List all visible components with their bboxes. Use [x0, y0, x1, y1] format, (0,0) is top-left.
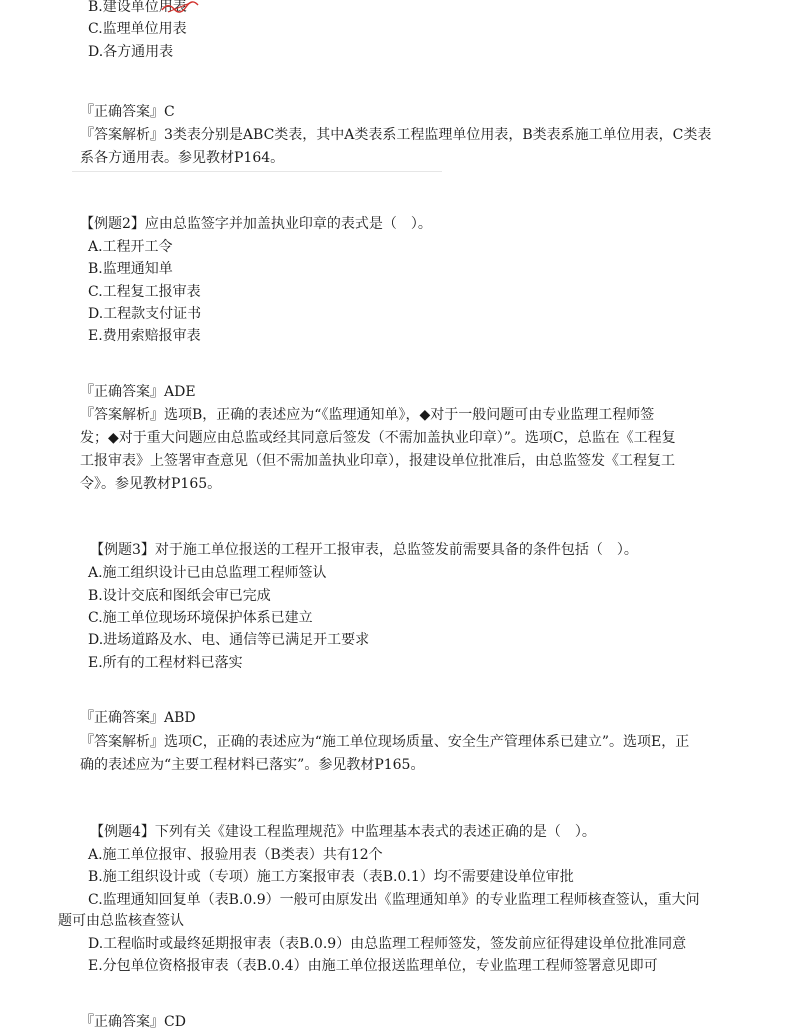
q1-analysis-line-2: 系各方通用表。参见教材P164。 — [80, 150, 285, 166]
q2-stem: 【例题2】应由总监签字并加盖执业印章的表式是（ ）。 — [80, 216, 432, 232]
red-handwritten-mark — [160, 0, 200, 14]
q4-option-a: A.施工单位报审、报验用表（B类表）共有12个 — [88, 847, 383, 863]
q4-answer: 『正确答案』CD — [80, 1014, 186, 1030]
q1-option-b: B.建设单位用表 — [88, 0, 187, 15]
q4-option-b: B.施工组织设计或（专项）施工方案报审表（表B.0.1）均不需要建设单位审批 — [88, 869, 574, 885]
q3-option-d: D.进场道路及水、电、通信等已满足开工要求 — [88, 632, 370, 648]
q2-option-c: C.工程复工报审表 — [88, 284, 201, 300]
q4-option-c-line-2: 题可由总监核查签认 — [58, 913, 184, 929]
q3-option-a: A.施工组织设计已由总监理工程师签认 — [88, 565, 327, 581]
q1-answer: 『正确答案』C — [80, 104, 175, 120]
q1-option-c: C.监理单位用表 — [88, 21, 187, 37]
q3-answer: 『正确答案』ABD — [80, 710, 196, 726]
q3-stem: 【例题3】对于施工单位报送的工程开工报审表，总监签发前需要具备的条件包括（ ）。 — [90, 542, 638, 558]
q3-option-e: E.所有的工程材料已落实 — [88, 655, 243, 671]
q4-option-e: E.分包单位资格报审表（表B.0.4）由施工单位报送监理单位，专业监理工程师签署意见即可 — [88, 958, 658, 974]
q2-answer: 『正确答案』ADE — [80, 384, 196, 400]
q4-stem: 【例题4】下列有关《建设工程监理规范》中监理基本表式的表述正确的是（ ）。 — [90, 824, 596, 840]
q2-analysis-line-4: 令》。参见教材P165。 — [80, 476, 222, 492]
q4-option-c-line-1: C.监理通知回复单（表B.0.9）一般可由原发出《监理通知单》的专业监理工程师核查签认，重大问 — [88, 892, 700, 908]
q3-option-c: C.施工单位现场环境保护体系已建立 — [88, 610, 313, 626]
q2-option-b: B.监理通知单 — [88, 261, 173, 277]
q2-option-a: A.工程开工令 — [88, 239, 173, 255]
q3-option-b: B.设计交底和图纸会审已完成 — [88, 588, 271, 604]
q3-analysis-line-2: 确的表述应为“主要工程材料已落实”。参见教材P165。 — [80, 757, 425, 773]
q2-analysis-line-1: 『答案解析』选项B，正确的表述应为“《监理通知单》，◆对于一般问题可由专业监理工程师签 — [80, 407, 655, 423]
q2-analysis-line-3: 工报审表》上签署审查意见（但不需加盖执业印章），报建设单位批准后，由总监签发《工程复工 — [80, 453, 675, 469]
q2-analysis-line-2: 发；◆对于重大问题应由总监或经其同意后签发（不需加盖执业印章）”。选项C，总监在《工程复 — [80, 430, 676, 446]
q4-option-d: D.工程临时或最终延期报审表（表B.0.9）由总监理工程师签发，签发前应征得建设单位批准同意 — [88, 936, 687, 952]
q1-option-d: D.各方通用表 — [88, 44, 174, 60]
q2-option-e: E.费用索赔报审表 — [88, 328, 201, 344]
q2-option-d: D.工程款支付证书 — [88, 306, 202, 322]
q1-analysis-line-1: 『答案解析』3类表分别是ABC类表，其中A类表系工程监理单位用表，B类表系施工单位用表，C类表 — [80, 127, 712, 143]
divider — [72, 171, 442, 172]
q3-analysis-line-1: 『答案解析』选项C，正确的表述应为“施工单位现场质量、安全生产管理体系已建立”。选项E，正 — [80, 734, 690, 750]
